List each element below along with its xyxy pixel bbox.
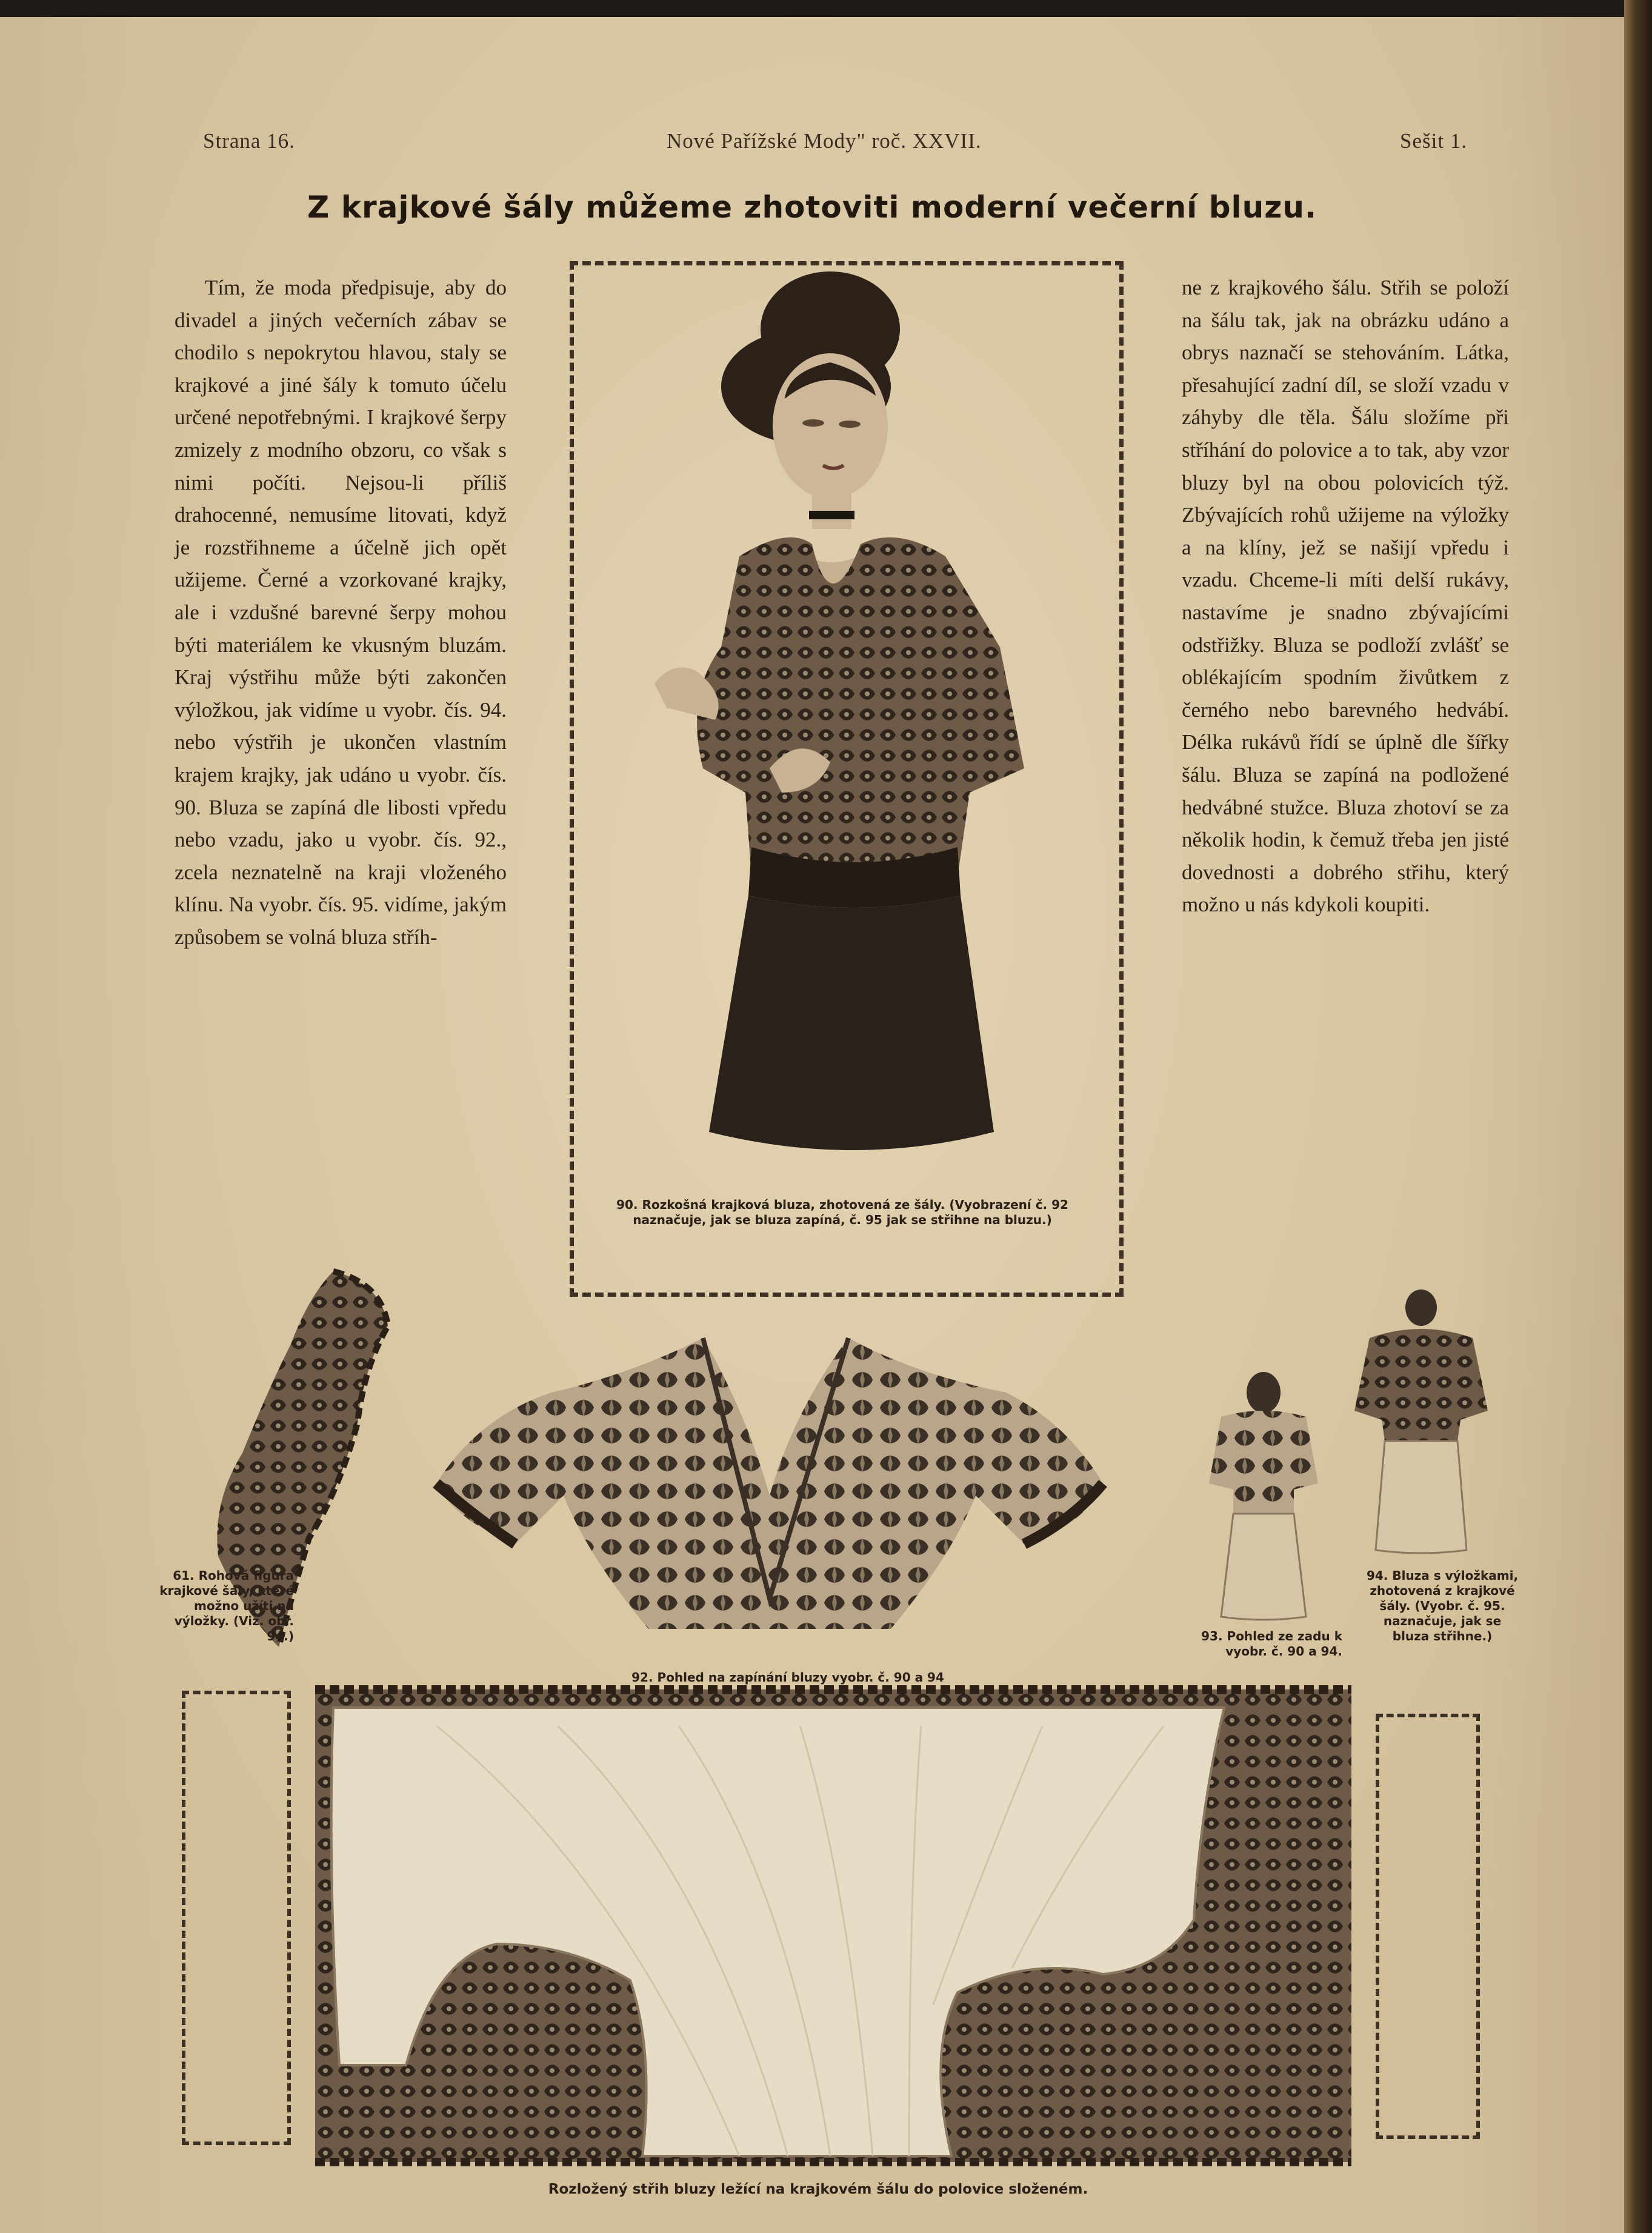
bottom-right-frame — [1376, 1714, 1480, 2139]
figure-95-pattern-on-shawl — [315, 1689, 1351, 2162]
figure-92-blouse-spread — [430, 1338, 1115, 1641]
figure-92-caption: 92. Pohled na zapínání bluzy vyobr. č. 90 a 94 — [631, 1670, 944, 1685]
magazine-page — [0, 17, 1624, 2233]
issue-number: Sešit 1. — [1400, 129, 1468, 153]
figure-93-back-view — [1203, 1368, 1324, 1623]
bottom-left-frame — [182, 1691, 291, 2145]
figure-61-caption: 61. Rohová figura krajkové šály, které možno užíti na výložky. (Viz. obr. 94.) — [159, 1568, 294, 1643]
figure-95-caption: Rozložený střih bluzy ležící na krajkovém šálu do polovice složeném. — [548, 2181, 1088, 2197]
figure-93-caption: 93. Pohled ze zadu k vyobr. č. 90 a 94. — [1201, 1629, 1342, 1659]
figure-94-front-view — [1351, 1290, 1491, 1556]
figure-90-caption: 90. Rozkošná krajková bluza, zhotovená ze šály. (Vyobrazení č. 92 naznačuje, jak se bluza zapíná, č. 95 jak se střihne na bluzu.) — [616, 1197, 1068, 1227]
article-text-left: Tím, že moda předpisuje, aby do divadel a jiných večerních zábav se chodilo s nepokrytou hlavou, staly se krajkové a jiné šály k tomuto účelu určené nepotřebnými. I krajkové šerpy zmizely z modního obzoru, co však s nimi počíti. Nejsou-li příliš drahocenné, nemusíme litovati, když je rozstřihneme a účelně jich opět užijeme. Černé a vzorkované krajky, ale i vzdušné barevné šerpy mohou býti materiálem ke vkusným bluzám. Kraj výstřihu může býti zakončen výložkou, jak vidíme u vyobr. čís. 94. nebo výstřih je ukončen vlastním krajem krajky, jak udáno u vyobr. čís. 90. Bluza se zapíná dle libosti vpředu nebo vzadu, jako u vyobr. čís. 92., zcela neznatelně na kraji vloženého klínu. Na vyobr. čís. 95. vidíme, jakým způsobem se volná bluza stříh- — [175, 276, 507, 949]
article-text-right: ne z krajkového šálu. Střih se položí na šálu tak, jak na obrázku udáno a obrys naznačí se stehováním. Látka, přesahující zadní díl, se složí vzadu v záhyby dle těla. Šálu složíme při stříhání do polovice a to tak, aby vzor bluzy byl na obou polovicích týž. Zbývajících rohů užijeme na výložky a na klíny, jež se našijí vpředu i vzadu. Chceme-li míti delší rukávy, nastavíme je snadno zbývajícími odstřižky. Bluza se podloží zvlášť se oblékajícím spodním živůtkem z černého nebo barevného hedvábí. Délka rukávů řídí se úplně dle šířky šálu. Bluza se zapíná na podložené hedvábné stužce. Bluza zhotoví se za několik hodin, k čemuž třeba jen jisté dovednosti a dobrého střihu, který možno u nás kdykoli koupiti. — [1182, 276, 1509, 917]
book-spine-edge — [1624, 0, 1652, 2233]
figure-94-caption: 94. Bluza s výložkami, zhotovená z krajkové šály. (Vyobr. č. 95. naznačuje, jak se bluza střihne.) — [1366, 1568, 1519, 1643]
article-column-left — [175, 271, 507, 953]
page-number: Strana 16. — [203, 129, 295, 153]
article-column-right — [1182, 271, 1509, 921]
article-title: Z krajkové šály můžeme zhotoviti moderní večerní bluzu. — [307, 190, 1317, 225]
magazine-title: Nové Pařížské Mody" roč. XXVII. — [667, 129, 982, 153]
figure-90-illustration — [630, 271, 1079, 1180]
